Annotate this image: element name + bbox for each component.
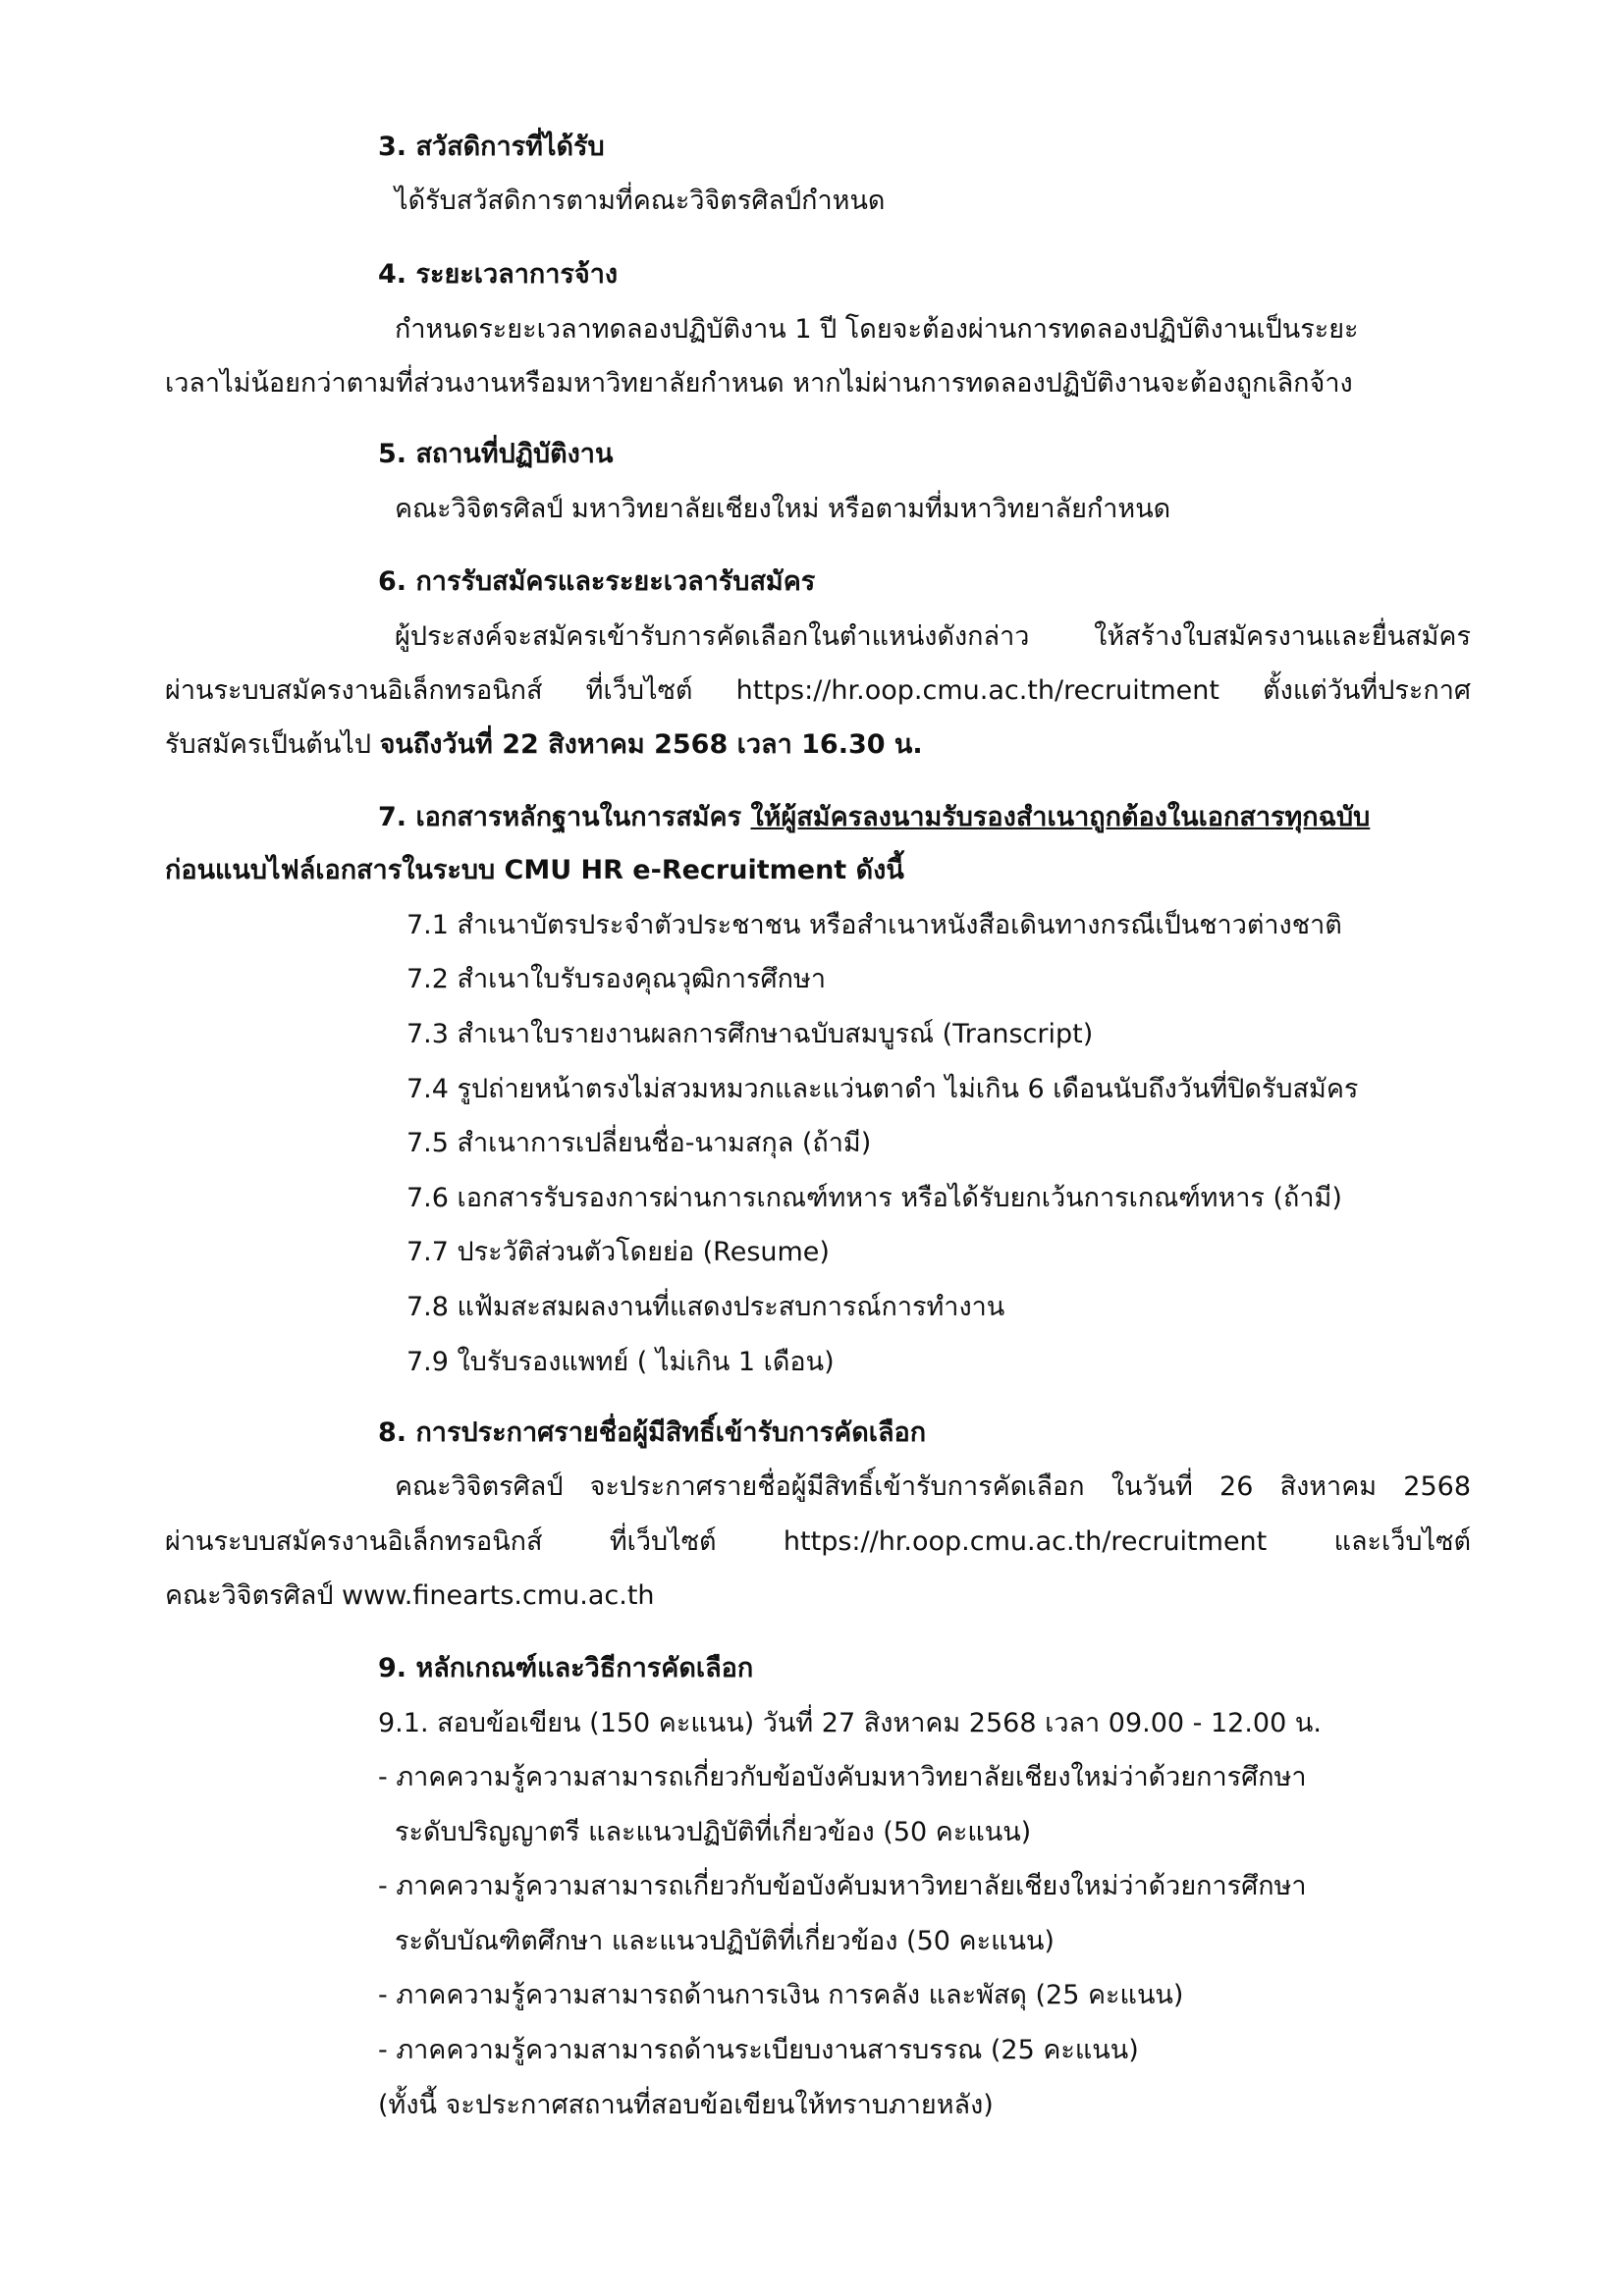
doc-list-item: 7.8 แฟ้มสะสมผลงานที่แสดงประสบการณ์การทำงาน [406, 1292, 1005, 1322]
section-6-line-3-text: รับสมัครเป็นต้นไป [165, 729, 380, 760]
section-6-line-2: ผ่านระบบสมัครงานอิเล็กทรอนิกส์ ที่เว็บไซต์ https://hr.oop.cmu.ac.th/recruitment ตั้งแต่วันที่ประกาศ [165, 675, 1471, 706]
section-4-line-2: เวลาไม่น้อยกว่าตามที่ส่วนงานหรือมหาวิทยาลัยกำหนด หากไม่ผ่านการทดลองปฏิบัติงานจะต้องถูกเลิกจ้าง [165, 368, 1353, 399]
doc-list-item: 7.2 สำเนาใบรับรองคุณวุฒิการศึกษา [406, 964, 826, 994]
section-9-line-3: ระดับปริญญาตรี และแนวปฏิบัติที่เกี่ยวข้อง (50 คะแนน) [395, 1817, 1032, 1847]
section-8-line-2: ผ่านระบบสมัครงานอิเล็กทรอนิกส์ ที่เว็บไซต์ https://hr.oop.cmu.ac.th/recruitment และเว็บไซต์ [165, 1526, 1471, 1557]
section-9-heading: 9. หลักเกณฑ์และวิธีการคัดเลือก [378, 1653, 754, 1683]
doc-list-item: 7.3 สำเนาใบรายงานผลการศึกษาฉบับสมบูรณ์ (Transcript) [406, 1019, 1094, 1049]
section-4-line-1: กำหนดระยะเวลาทดลองปฏิบัติงาน 1 ปี โดยจะต้องผ่านการทดลองปฏิบัติงานเป็นระยะ [395, 314, 1359, 345]
section-9-line-4: - ภาคความรู้ความสามารถเกี่ยวกับข้อบังคับมหาวิทยาลัยเชียงใหม่ว่าด้วยการศึกษา [378, 1871, 1307, 1901]
doc-list-item: 7.7 ประวัติส่วนตัวโดยย่อ (Resume) [406, 1237, 830, 1267]
doc-list-item: 7.4 รูปถ่ายหน้าตรงไม่สวมหมวกและแว่นตาดำ ไม่เกิน 6 เดือนนับถึงวันที่ปิดรับสมัคร [406, 1074, 1359, 1104]
section-5-body: คณะวิจิตรศิลป์ มหาวิทยาลัยเชียงใหม่ หรือตามที่มหาวิทยาลัยกำหนด [395, 494, 1171, 524]
section-9-line-5: ระดับบัณฑิตศึกษา และแนวปฏิบัติที่เกี่ยวข้อง (50 คะแนน) [395, 1926, 1055, 1956]
section-9-line-6: - ภาคความรู้ความสามารถด้านการเงิน การคลัง และพัสดุ (25 คะแนน) [378, 1980, 1184, 2010]
section-4-heading: 4. ระยะเวลาการจ้าง [378, 259, 619, 290]
section-6-deadline: จนถึงวันที่ 22 สิงหาคม 2568 เวลา 16.30 น. [379, 729, 923, 760]
section-6-line-3 [165, 727, 923, 763]
section-9-line-1: 9.1. สอบข้อเขียน (150 คะแนน) วันที่ 27 สิงหาคม 2568 เวลา 09.00 - 12.00 น. [378, 1708, 1322, 1738]
doc-list-item: 7.9 ใบรับรองแพทย์ ( ไม่เกิน 1 เดือน) [406, 1347, 835, 1377]
section-6-heading: 6. การรับสมัครและระยะเวลารับสมัคร [378, 566, 816, 597]
section-6-line-1: ผู้ประสงค์จะสมัครเข้ารับการคัดเลือกในตำแหน่งดังกล่าว ให้สร้างใบสมัครงานและยื่นสมัคร [395, 621, 1471, 652]
section-8-line-3: คณะวิจิตรศิลป์ www.finearts.cmu.ac.th [165, 1580, 655, 1611]
section-3-heading: 3. สวัสดิการที่ได้รับ [378, 132, 605, 162]
section-7-heading-line-2: ก่อนแนบไฟล์เอกสารในระบบ CMU HR e-Recruitment ดังนี้ [165, 855, 904, 885]
section-9-line-7: - ภาคความรู้ความสามารถด้านระเบียบงานสารบรรณ (25 คะแนน) [378, 2035, 1139, 2065]
section-7-heading [378, 800, 1370, 835]
section-8-heading: 8. การประกาศรายชื่อผู้มีสิทธิ์เข้ารับการคัดเลือก [378, 1417, 927, 1448]
section-7-heading-text: 7. เอกสารหลักฐานในการสมัคร [378, 802, 751, 832]
section-5-heading: 5. สถานที่ปฏิบัติงาน [378, 439, 614, 469]
section-3-body: ได้รับสวัสดิการตามที่คณะวิจิตรศิลป์กำหนด [395, 186, 886, 216]
section-9-line-8: (ทั้งนี้ จะประกาศสถานที่สอบข้อเขียนให้ทราบภายหลัง) [378, 2090, 994, 2120]
doc-list-item: 7.6 เอกสารรับรองการผ่านการเกณฑ์ทหาร หรือได้รับยกเว้นการเกณฑ์ทหาร (ถ้ามี) [406, 1183, 1342, 1213]
doc-list-item: 7.1 สำเนาบัตรประจำตัวประชาชน หรือสำเนาหนังสือเดินทางกรณีเป็นชาวต่างชาติ [406, 910, 1342, 940]
section-7-heading-underlined: ให้ผู้สมัครลงนามรับรองสำเนาถูกต้องในเอกสารทุกฉบับ [750, 802, 1371, 832]
doc-list-item: 7.5 สำเนาการเปลี่ยนชื่อ-นามสกุล (ถ้ามี) [406, 1128, 872, 1158]
section-8-line-1: คณะวิจิตรศิลป์ จะประกาศรายชื่อผู้มีสิทธิ์เข้ารับการคัดเลือก ในวันที่ 26 สิงหาคม 2568 [395, 1471, 1471, 1502]
section-9-line-2: - ภาคความรู้ความสามารถเกี่ยวกับข้อบังคับมหาวิทยาลัยเชียงใหม่ว่าด้วยการศึกษา [378, 1762, 1307, 1792]
